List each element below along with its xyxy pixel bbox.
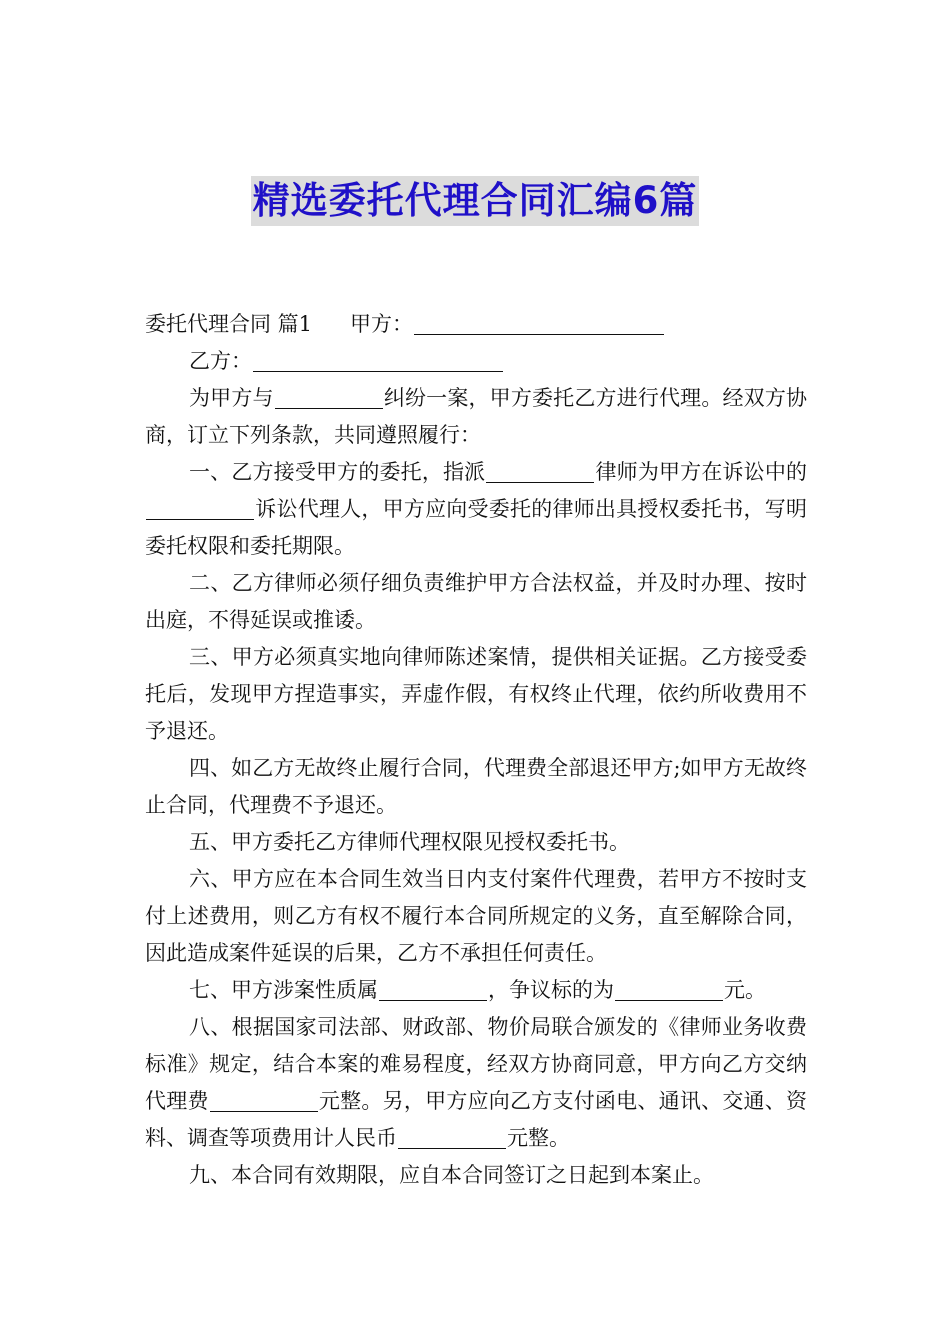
clause-7-text-b: ，争议标的为 <box>488 978 614 1002</box>
intro-paragraph <box>145 380 807 454</box>
clause-8 <box>145 1009 807 1157</box>
case-nature-blank[interactable] <box>379 980 487 1001</box>
clause-9: 九、本合同有效期限，应自本合同签订之日起到本案止。 <box>189 1163 714 1187</box>
clause-2: 二、乙方律师必须仔细负责维护甲方合法权益，并及时办理、按时出庭，不得延误或推诿。 <box>145 571 807 632</box>
clause-7-text-c: 元。 <box>724 978 766 1002</box>
expenses-blank[interactable] <box>398 1128 506 1149</box>
heading-line <box>145 306 807 343</box>
party-b-blank[interactable] <box>253 351 503 372</box>
section-heading: 委托代理合同 篇1 <box>145 312 313 336</box>
contract-body <box>145 306 807 1194</box>
intro-text-b: 纠纷一案，甲方委托乙方进行代理。经双方协商，订立下列条款，共同遵照履行： <box>145 386 808 447</box>
clause-8-text-b: 元整。另，甲方应向乙方支付函电、通讯、交通、资料、调查等项费用计人民币 <box>145 1089 808 1150</box>
party-b-line <box>145 343 807 380</box>
party-a-label: 甲方： <box>350 312 414 336</box>
dispute-amount-blank[interactable] <box>615 980 723 1001</box>
clause-6: 六、甲方应在本合同生效当日内支付案件代理费，若甲方不按时支付上述费用，则乙方有权不履行本合同所规定的义务，直至解除合同，因此造成案件延误的后果，乙方不承担任何责任。 <box>145 867 807 965</box>
clause-1-text-c: 诉讼代理人，甲方应向受委托的律师出具授权委托书，写明委托权限和委托期限。 <box>145 497 807 558</box>
dispute-party-blank[interactable] <box>275 388 383 409</box>
litigation-role-blank[interactable] <box>146 499 254 520</box>
clause-3: 三、甲方必须真实地向律师陈述案情，提供相关证据。乙方接受委托后，发现甲方捏造事实，弄虚作假，有权终止代理，依约所收费用不予退还。 <box>145 645 807 743</box>
clause-8-text-c: 元整。 <box>507 1126 570 1150</box>
party-b-label: 乙方： <box>189 349 252 373</box>
clause-4: 四、如乙方无故终止履行合同，代理费全部退还甲方;如甲方无故终止合同，代理费不予退还。 <box>145 756 807 817</box>
clause-1-text-b: 律师为甲方在诉讼中的 <box>595 460 808 484</box>
agency-fee-blank[interactable] <box>210 1091 318 1112</box>
lawyer-name-blank[interactable] <box>486 462 594 483</box>
document-title: 精选委托代理合同汇编6篇 <box>251 176 700 226</box>
intro-text-a: 为甲方与 <box>189 386 274 410</box>
clause-8-text-a: 八、根据国家司法部、财政部、物价局联合颁发的《律师业务收费标准》规定，结合本案的难易程度，经双方协商同意，甲方向乙方交纳代理费 <box>145 1015 807 1113</box>
clause-5: 五、甲方委托乙方律师代理权限见授权委托书。 <box>189 830 630 854</box>
document-title-wrapper <box>0 176 950 226</box>
party-a-blank[interactable] <box>414 314 664 335</box>
clause-1-text-a: 一、乙方接受甲方的委托，指派 <box>189 460 486 484</box>
clause-1 <box>145 454 807 565</box>
clause-7 <box>145 972 807 1009</box>
clause-7-text-a: 七、甲方涉案性质属 <box>189 978 378 1002</box>
